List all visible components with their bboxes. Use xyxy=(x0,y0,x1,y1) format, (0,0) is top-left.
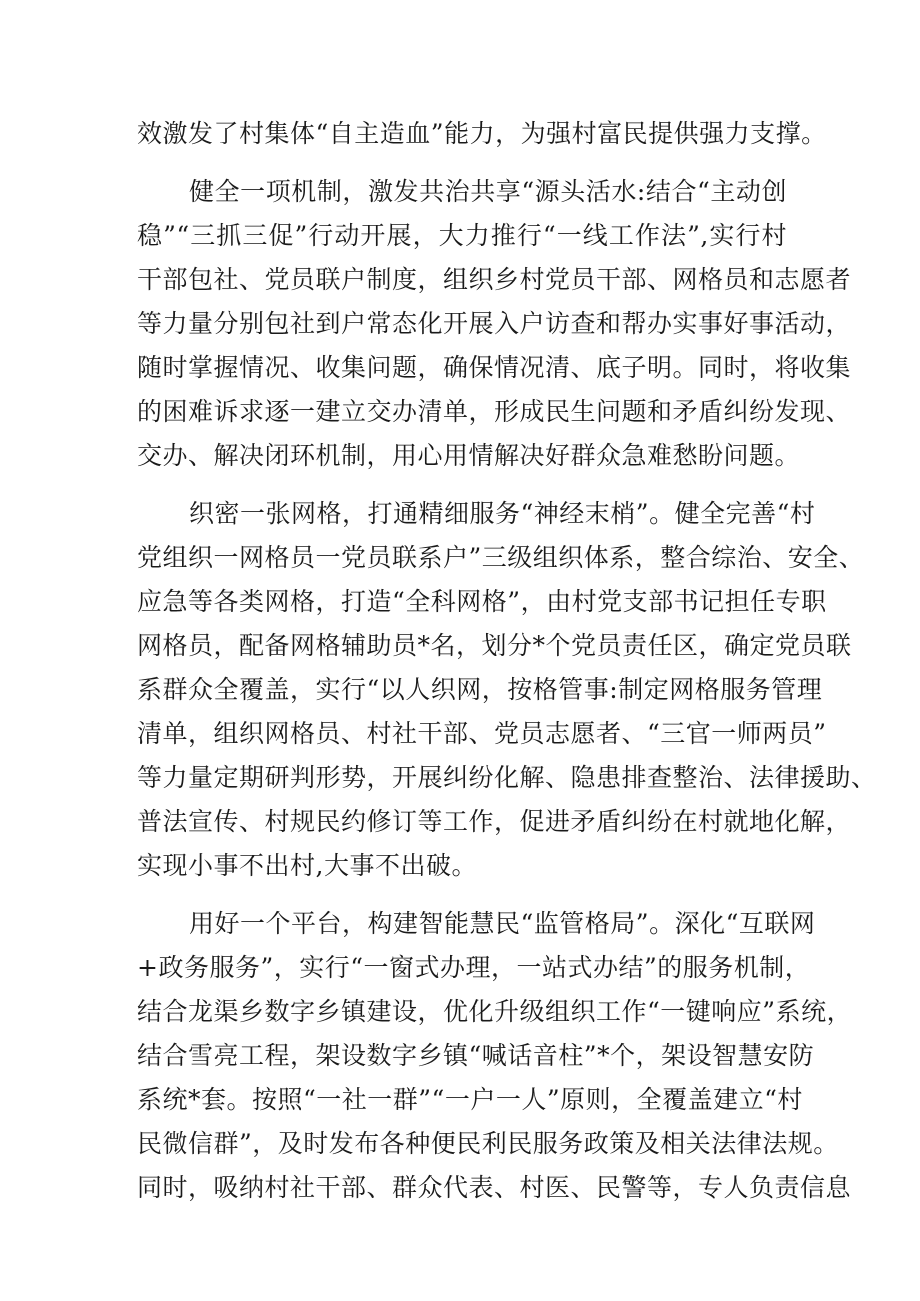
paragraph-line: 等力量定期研判形势，开展纠纷化解、隐患排查整治、法律援助、 xyxy=(137,763,877,792)
paragraph-line: 同时，吸纳村社干部、群众代表、村医、民警等，专人负责信息 xyxy=(137,1173,852,1202)
paragraph-line: 系统*套。按照“一社一群”“一户一人”原则，全覆盖建立“村 xyxy=(137,1085,803,1114)
paragraph-line: +政务服务”，实行“一窗式办理，一站式办结”的服务机制， xyxy=(137,953,811,982)
paragraph-line: 稳”“三抓三促”行动开展，大力推行“一线工作法”,实行村 xyxy=(137,221,787,250)
paragraph-1 xyxy=(137,112,827,156)
paragraph-line: 应急等各类网格，打造“全科网格”，由村党支部书记担任专职 xyxy=(137,587,827,616)
paragraph-4 xyxy=(137,902,853,1210)
paragraph-line: 普法宣传、村规民约修订等工作，促进矛盾纠纷在村就地化解， xyxy=(137,807,852,836)
paragraph-line: 随时掌握情况、收集问题，确保情况清、底子明。同时，将收集 xyxy=(137,353,852,382)
paragraph-line: 等力量分别包社到户常态化开展入户访查和帮办实事好事活动， xyxy=(137,309,852,338)
paragraph-line: 清单，组织网格员、村社干部、党员志愿者、“三官一师两员” xyxy=(137,719,827,748)
paragraph-2 xyxy=(137,170,852,478)
paragraph-line: 网格员，配备网格辅助员*名，划分*个党员责任区，确定党员联 xyxy=(137,631,852,660)
paragraph-line: 实现小事不出村,大事不出破。 xyxy=(137,851,477,880)
paragraph-3 xyxy=(137,492,877,888)
paragraph-line: 结合龙渠乡数字乡镇建设，优化升级组织工作“一键响应”系统， xyxy=(137,997,853,1026)
paragraph-line: 健全一项机制，激发共治共享“源头活水:结合“主动创 xyxy=(189,177,787,206)
paragraph-line: 民微信群”，及时发布各种便民利民服务政策及相关法律法规。 xyxy=(137,1129,839,1158)
paragraph-line: 干部包社、党员联户制度，组织乡村党员干部、网格员和志愿者 xyxy=(137,265,852,294)
paragraph-line: 交办、解决闭环机制，用心用情解决好群众急难愁盼问题。 xyxy=(137,441,801,470)
paragraph-line: 党组织一网格员一党员联系户”三级组织体系，整合综治、安全、 xyxy=(137,543,865,572)
paragraph-line: 用好一个平台，构建智能慧民“监管格局”。深化“互联网 xyxy=(189,909,816,938)
paragraph-line: 的困难诉求逐一建立交办清单，形成民生问题和矛盾纠纷发现、 xyxy=(137,397,852,426)
document-body xyxy=(137,112,877,1210)
paragraph-line: 织密一张网格，打通精细服务“神经末梢”。健全完善“村 xyxy=(189,499,816,528)
paragraph-line: 效激发了村集体“自主造血”能力，为强村富民提供强力支撑。 xyxy=(137,119,827,148)
paragraph-line: 结合雪亮工程，架设数字乡镇“喊话音柱”*个，架设智慧安防 xyxy=(137,1041,815,1070)
paragraph-line: 系群众全覆盖，实行“以人织网，按格管事:制定网格服务管理 xyxy=(137,675,823,704)
